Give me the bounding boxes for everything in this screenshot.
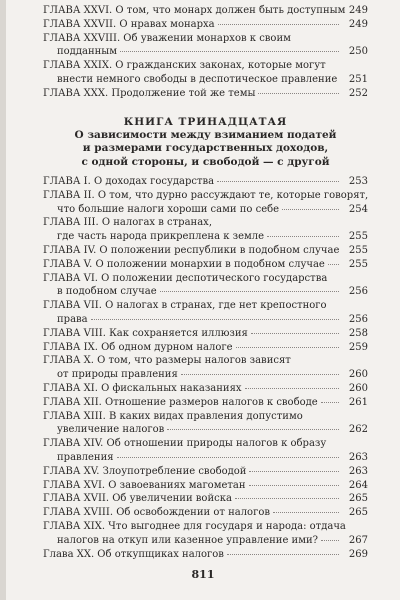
toc-entry-title: ГЛАВА I. О доходах государства xyxy=(43,176,215,188)
toc-entry xyxy=(43,382,368,396)
toc-entry-title: ГЛАВА IX. Об одном дурном налоге xyxy=(43,341,233,353)
toc-entry xyxy=(43,216,368,244)
toc-entry-title-continued: увеличение налогов xyxy=(57,424,165,436)
toc-entry-page: 259 xyxy=(348,341,368,353)
toc-entry-page: 249 xyxy=(348,18,368,30)
toc-entry xyxy=(43,465,368,479)
toc-entry xyxy=(43,520,368,548)
toc-entry-page: 260 xyxy=(348,383,368,395)
dot-leader xyxy=(236,347,339,348)
dot-leader xyxy=(273,512,339,513)
toc-entry-title-continued: налогов на откуп или казенное управление ими? xyxy=(57,534,319,546)
toc-entry xyxy=(43,506,368,520)
toc-entry-page: 264 xyxy=(348,479,368,491)
toc-entry-page: 263 xyxy=(348,465,368,477)
toc-entry-title-continued: от природы правления xyxy=(57,369,178,381)
dot-leader xyxy=(167,429,339,430)
toc-entry-page: 260 xyxy=(348,369,368,381)
book-subtitle-line: с одной стороны, и свободой — с другой xyxy=(81,155,330,168)
toc-entry-page: 255 xyxy=(348,231,368,243)
toc-entry-page: 249 xyxy=(348,5,368,16)
toc-entry xyxy=(43,189,368,217)
toc-entry-title: ГЛАВА XXIX. О гражданских законах, которые могут xyxy=(43,60,326,72)
dot-leader xyxy=(251,333,339,334)
dot-leader xyxy=(227,554,339,555)
toc-entry xyxy=(43,258,368,272)
toc-entry-title: ГЛАВА XV. Злоупотребление свободой xyxy=(43,465,247,477)
dot-leader xyxy=(267,236,339,237)
toc-entry-title-continued: внести немного свободы в деспотическое правление xyxy=(57,73,338,85)
book-subtitle-line: О зависимости между взиманием податей xyxy=(74,128,337,141)
toc-entry-title: ГЛАВА IV. О положении республики в подобном случае xyxy=(43,245,340,257)
toc-entry xyxy=(43,59,368,87)
toc-entry-title: ГЛАВА XXVIII. Об уважении монархов к своим xyxy=(43,32,291,44)
toc-entry-title: ГЛАВА X. О том, что размеры налогов зависят xyxy=(43,355,291,367)
toc-entry-title: ГЛАВА VIII. Как сохраняется иллюзия xyxy=(43,327,248,339)
toc-entry xyxy=(43,299,368,327)
table-of-contents xyxy=(43,4,368,561)
toc-entry-page: 267 xyxy=(348,534,368,546)
toc-entry-title-continued: подданным xyxy=(57,46,118,58)
toc-entry-title: ГЛАВА XVIII. Об освобождении от налогов xyxy=(43,507,270,519)
toc-entry xyxy=(43,437,368,465)
toc-entry-page: 255 xyxy=(348,258,368,270)
toc-entry-title-continued: в подобном случае xyxy=(57,286,157,298)
toc-entry-page: 262 xyxy=(348,424,368,436)
dot-leader xyxy=(181,374,339,375)
dot-leader xyxy=(217,181,339,182)
toc-entry-title: ГЛАВА XVI. О завоеваниях магометан xyxy=(43,479,246,491)
toc-entry-page: 256 xyxy=(348,314,368,326)
toc-entry xyxy=(43,492,368,506)
toc-entry-page: 254 xyxy=(348,203,368,215)
dot-leader xyxy=(218,24,339,25)
toc-entry-title: ГЛАВА XI. О фискальных наказаниях xyxy=(43,383,242,395)
dot-leader xyxy=(235,498,339,499)
toc-entry-page: 253 xyxy=(348,176,368,188)
toc-entry-page: 269 xyxy=(348,548,368,560)
toc-entry-page: 263 xyxy=(348,452,368,464)
toc-entry-title-continued: где часть народа прикреплена к земле xyxy=(57,231,265,243)
book-heading xyxy=(43,115,368,170)
book-title: КНИГА ТРИНАДЦАТАЯ xyxy=(123,115,288,128)
toc-entry xyxy=(43,341,368,355)
toc-entry xyxy=(43,327,368,341)
toc-entry xyxy=(43,87,368,101)
toc-entry xyxy=(43,32,368,60)
toc-entry-title: ГЛАВА XII. Отношение размеров налогов к свободе xyxy=(43,396,318,408)
dot-leader xyxy=(258,93,339,94)
toc-entry-page: 251 xyxy=(348,73,368,85)
dot-leader xyxy=(249,471,339,472)
toc-entry-page: 256 xyxy=(348,286,368,298)
toc-entry-title: ГЛАВА XXVI. О том, что монарх должен быть доступным xyxy=(43,5,346,16)
toc-entry-page: 250 xyxy=(348,46,368,58)
dot-leader xyxy=(282,209,339,210)
toc-section-book-thirteen xyxy=(43,175,368,561)
page-number: 811 xyxy=(191,568,215,581)
dot-leader xyxy=(160,291,339,292)
toc-entry-page: 255 xyxy=(348,245,368,257)
toc-entry-page: 265 xyxy=(348,507,368,519)
toc-entry-title: ГЛАВА XIX. Что выгоднее для государя и народа: отдача xyxy=(43,521,346,532)
toc-entry-title-continued: права xyxy=(57,314,88,326)
dot-leader xyxy=(91,319,339,320)
toc-entry-title: ГЛАВА XXVII. О нравах монарха xyxy=(43,18,215,30)
toc-entry-title: ГЛАВА V. О положении монархии в подобном случае xyxy=(43,258,325,270)
dot-leader xyxy=(249,485,339,486)
toc-entry xyxy=(43,354,368,382)
toc-entry-title: ГЛАВА VII. О налогах в странах, где нет крепостного xyxy=(43,300,327,312)
toc-entry xyxy=(43,410,368,438)
toc-entry-title: ГЛАВА XVII. Об увеличении войска xyxy=(43,493,232,505)
toc-entry-title: ГЛАВА XXX. Продолжение той же темы xyxy=(43,87,256,99)
toc-section-previous-book xyxy=(43,4,368,101)
dot-leader xyxy=(120,51,339,52)
toc-entry-title: ГЛАВА XIII. В каких видах правления допустимо xyxy=(43,410,303,422)
dot-leader xyxy=(321,540,339,541)
toc-entry-title: ГЛАВА III. О налогах в странах, xyxy=(43,217,212,229)
dot-leader xyxy=(245,388,339,389)
toc-entry xyxy=(43,548,368,562)
toc-entry-page: 258 xyxy=(348,327,368,339)
toc-entry-title: ГЛАВА VI. О положении деспотического государства xyxy=(43,272,328,284)
toc-entry-page: 265 xyxy=(348,493,368,505)
toc-entry xyxy=(43,244,368,258)
toc-entry xyxy=(43,4,368,18)
toc-entry-title-continued: правления xyxy=(57,452,114,464)
book-subtitle-line: и размерами государственных доходов, xyxy=(82,142,329,155)
dot-leader xyxy=(328,264,339,265)
toc-entry xyxy=(43,18,368,32)
toc-entry-title: Глава XX. Об откупщиках налогов xyxy=(43,548,224,560)
dot-leader xyxy=(117,457,339,458)
toc-entry-title: ГЛАВА II. О том, что дурно рассуждают те, которые говорят, xyxy=(43,189,369,201)
toc-entry-title: ГЛАВА XIV. Об отношении природы налогов к образу xyxy=(43,438,327,450)
toc-entry-page: 252 xyxy=(348,87,368,99)
toc-entry xyxy=(43,272,368,300)
toc-entry xyxy=(43,396,368,410)
toc-entry xyxy=(43,175,368,189)
toc-entry-page: 261 xyxy=(348,396,368,408)
toc-entry-title-continued: что большие налоги хороши сами по себе xyxy=(57,203,280,215)
toc-entry xyxy=(43,479,368,493)
dot-leader xyxy=(321,402,339,403)
